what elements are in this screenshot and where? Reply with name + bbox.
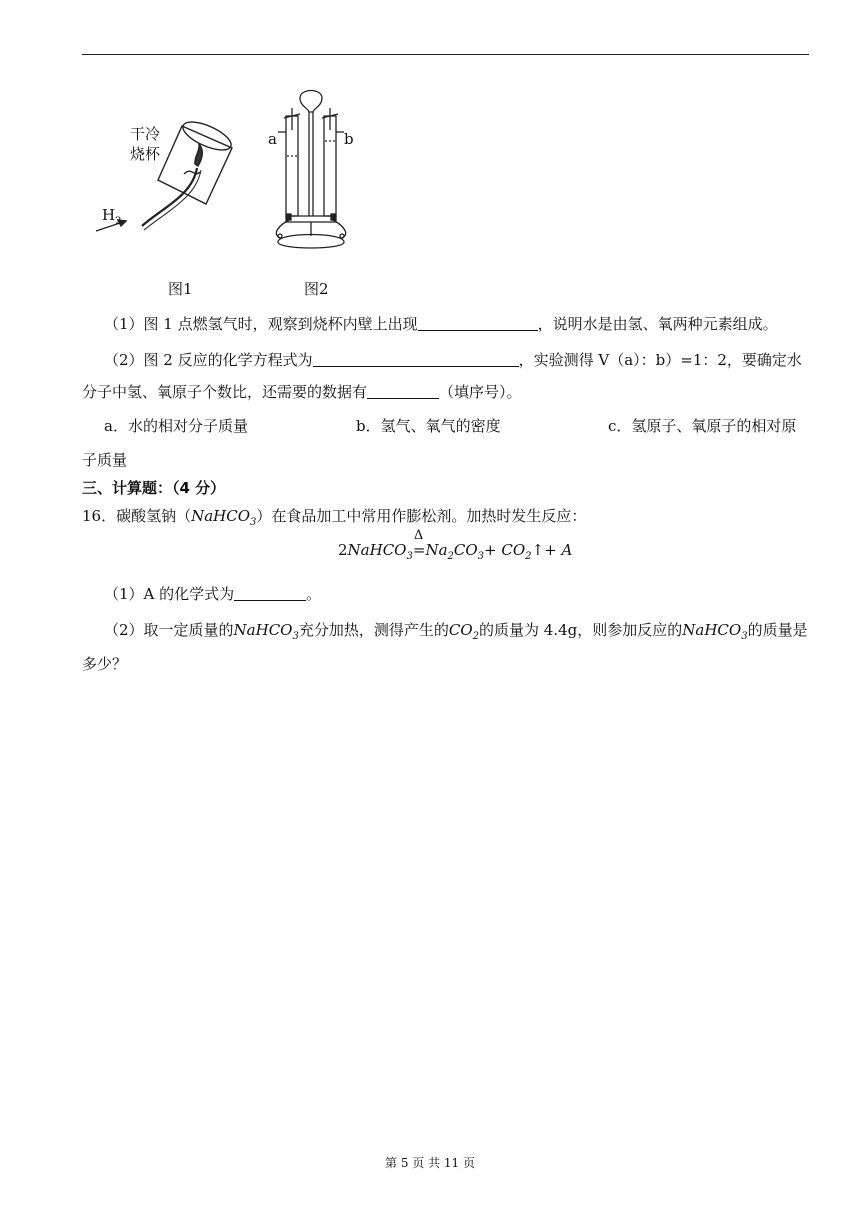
eq-tail: ↑+ A bbox=[531, 541, 573, 559]
q16-part2-formula3 bbox=[682, 621, 748, 642]
header-rule bbox=[82, 54, 809, 55]
q15-option-b: b．氢气、氧气的密度 bbox=[356, 417, 501, 435]
fig1-gas-subscript: 2 bbox=[115, 216, 122, 227]
eq-product2-sub: 2 bbox=[525, 551, 532, 562]
fig1-gas-label bbox=[102, 206, 121, 227]
q15-part2-data-blank[interactable] bbox=[367, 382, 439, 399]
q16-part2-formula1-body: NaHCO bbox=[233, 621, 293, 639]
q16-part1 bbox=[104, 582, 321, 606]
q16-part2-formula3-sub: 3 bbox=[741, 631, 748, 642]
q16-intro bbox=[82, 504, 586, 535]
eq-arrow: Δ = bbox=[413, 538, 426, 562]
q15-option-c: c．氢原子、氧原子的相对原 bbox=[608, 417, 797, 435]
fig1-beaker-label bbox=[130, 124, 160, 164]
q16-part2-text-b: 充分加热，测得产生的 bbox=[298, 621, 449, 639]
fig2-label-b: b bbox=[344, 130, 354, 148]
q15-part1-blank[interactable] bbox=[418, 314, 538, 331]
eq-product1-mid: CO bbox=[453, 541, 478, 559]
q16-part2-formula3-body: NaHCO bbox=[682, 621, 742, 639]
q15-part2-text-c: 分子中氢、氧原子个数比，还需要的数据有 bbox=[82, 383, 368, 401]
q16-equation: 2NaHCO$_3$ Δ $=Na_2CO_3+$ $CO_2↑+ A$ bbox=[338, 538, 572, 569]
q16-intro-text-a: 16．碳酸氢钠（ bbox=[82, 507, 192, 525]
q16-part2-text-c: 的质量为 4.4g，则参加反应的 bbox=[479, 621, 683, 639]
section-heading: 三、计算题：（4 分） bbox=[82, 479, 226, 497]
page-footer: 第 5 页 共 11 页 bbox=[385, 1156, 475, 1170]
eq-product1-sub: 2 bbox=[447, 551, 454, 562]
q16-part2-formula2 bbox=[448, 621, 480, 642]
fig2-label-a: a bbox=[268, 130, 277, 148]
q16-intro-formula-sub: 3 bbox=[250, 517, 257, 528]
q16-part2-line2: 多少？ bbox=[82, 655, 128, 673]
q16-intro-formula-body: NaHCO bbox=[191, 507, 251, 525]
q16-part1-blank[interactable] bbox=[234, 584, 306, 601]
fig1-gas-symbol: H bbox=[102, 206, 116, 224]
q15-option-c-continued: 子质量 bbox=[82, 451, 128, 469]
q15-part2-equation-blank[interactable] bbox=[313, 350, 519, 367]
figure-illustrations bbox=[82, 86, 402, 306]
eq-reactant-sub: 3 bbox=[406, 551, 413, 562]
q15-part2-text-d: （填序号）。 bbox=[439, 383, 522, 401]
eq-condition: Δ bbox=[413, 528, 424, 543]
q15-part2-line2 bbox=[82, 380, 522, 404]
q15-option-a: a．水的相对分子质量 bbox=[104, 417, 248, 435]
fig1-beaker-label-line1: 干冷 bbox=[130, 125, 161, 143]
q16-intro-text-b: ）在食品加工中常用作膨松剂。加热时发生反应： bbox=[256, 507, 587, 525]
q16-part1-text-a: （1）A 的化学式为 bbox=[104, 585, 235, 603]
q15-part1-text-b: ，说明水是由氢、氧两种元素组成。 bbox=[537, 315, 778, 333]
q16-intro-formula bbox=[191, 507, 257, 528]
eq-product2: CO bbox=[501, 541, 526, 559]
eq-product1-mid-sub: 3 bbox=[477, 551, 485, 562]
eq-reactant: NaHCO bbox=[347, 541, 407, 559]
q16-part2-text-a: （2）取一定质量的 bbox=[104, 621, 234, 639]
q16-part2-formula1-sub: 3 bbox=[292, 631, 299, 642]
q16-part2-formula1 bbox=[233, 621, 299, 642]
q15-part2-text-b: ，实验测得 V（a）：b）=1：2，要确定水 bbox=[518, 351, 802, 369]
q16-part2-formula2-sub: 2 bbox=[472, 631, 480, 642]
q15-part1 bbox=[104, 312, 778, 336]
q16-part2-text-d: 的质量是 bbox=[747, 621, 808, 639]
q15-part2-line1 bbox=[104, 348, 802, 372]
q15-part1-text-a: （1）图 1 点燃氢气时，观察到烧杯内壁上出现 bbox=[104, 315, 418, 333]
q16-part1-text-b: 。 bbox=[306, 585, 322, 603]
figures-area bbox=[82, 86, 402, 306]
q16-part2-line1 bbox=[104, 618, 808, 649]
eq-product1: Na bbox=[425, 541, 448, 559]
fig1-caption: 图1 bbox=[168, 280, 193, 298]
q15-part2-text-a: （2）图 2 反应的化学方程式为 bbox=[104, 351, 313, 369]
fig2-electrolysis-drawing bbox=[276, 91, 345, 249]
fig1-beaker-label-line2: 烧杯 bbox=[130, 145, 161, 163]
eq-coefficient: 2 bbox=[338, 541, 348, 559]
q16-part2-formula2-body: CO bbox=[448, 621, 473, 639]
fig2-caption: 图2 bbox=[304, 280, 329, 298]
